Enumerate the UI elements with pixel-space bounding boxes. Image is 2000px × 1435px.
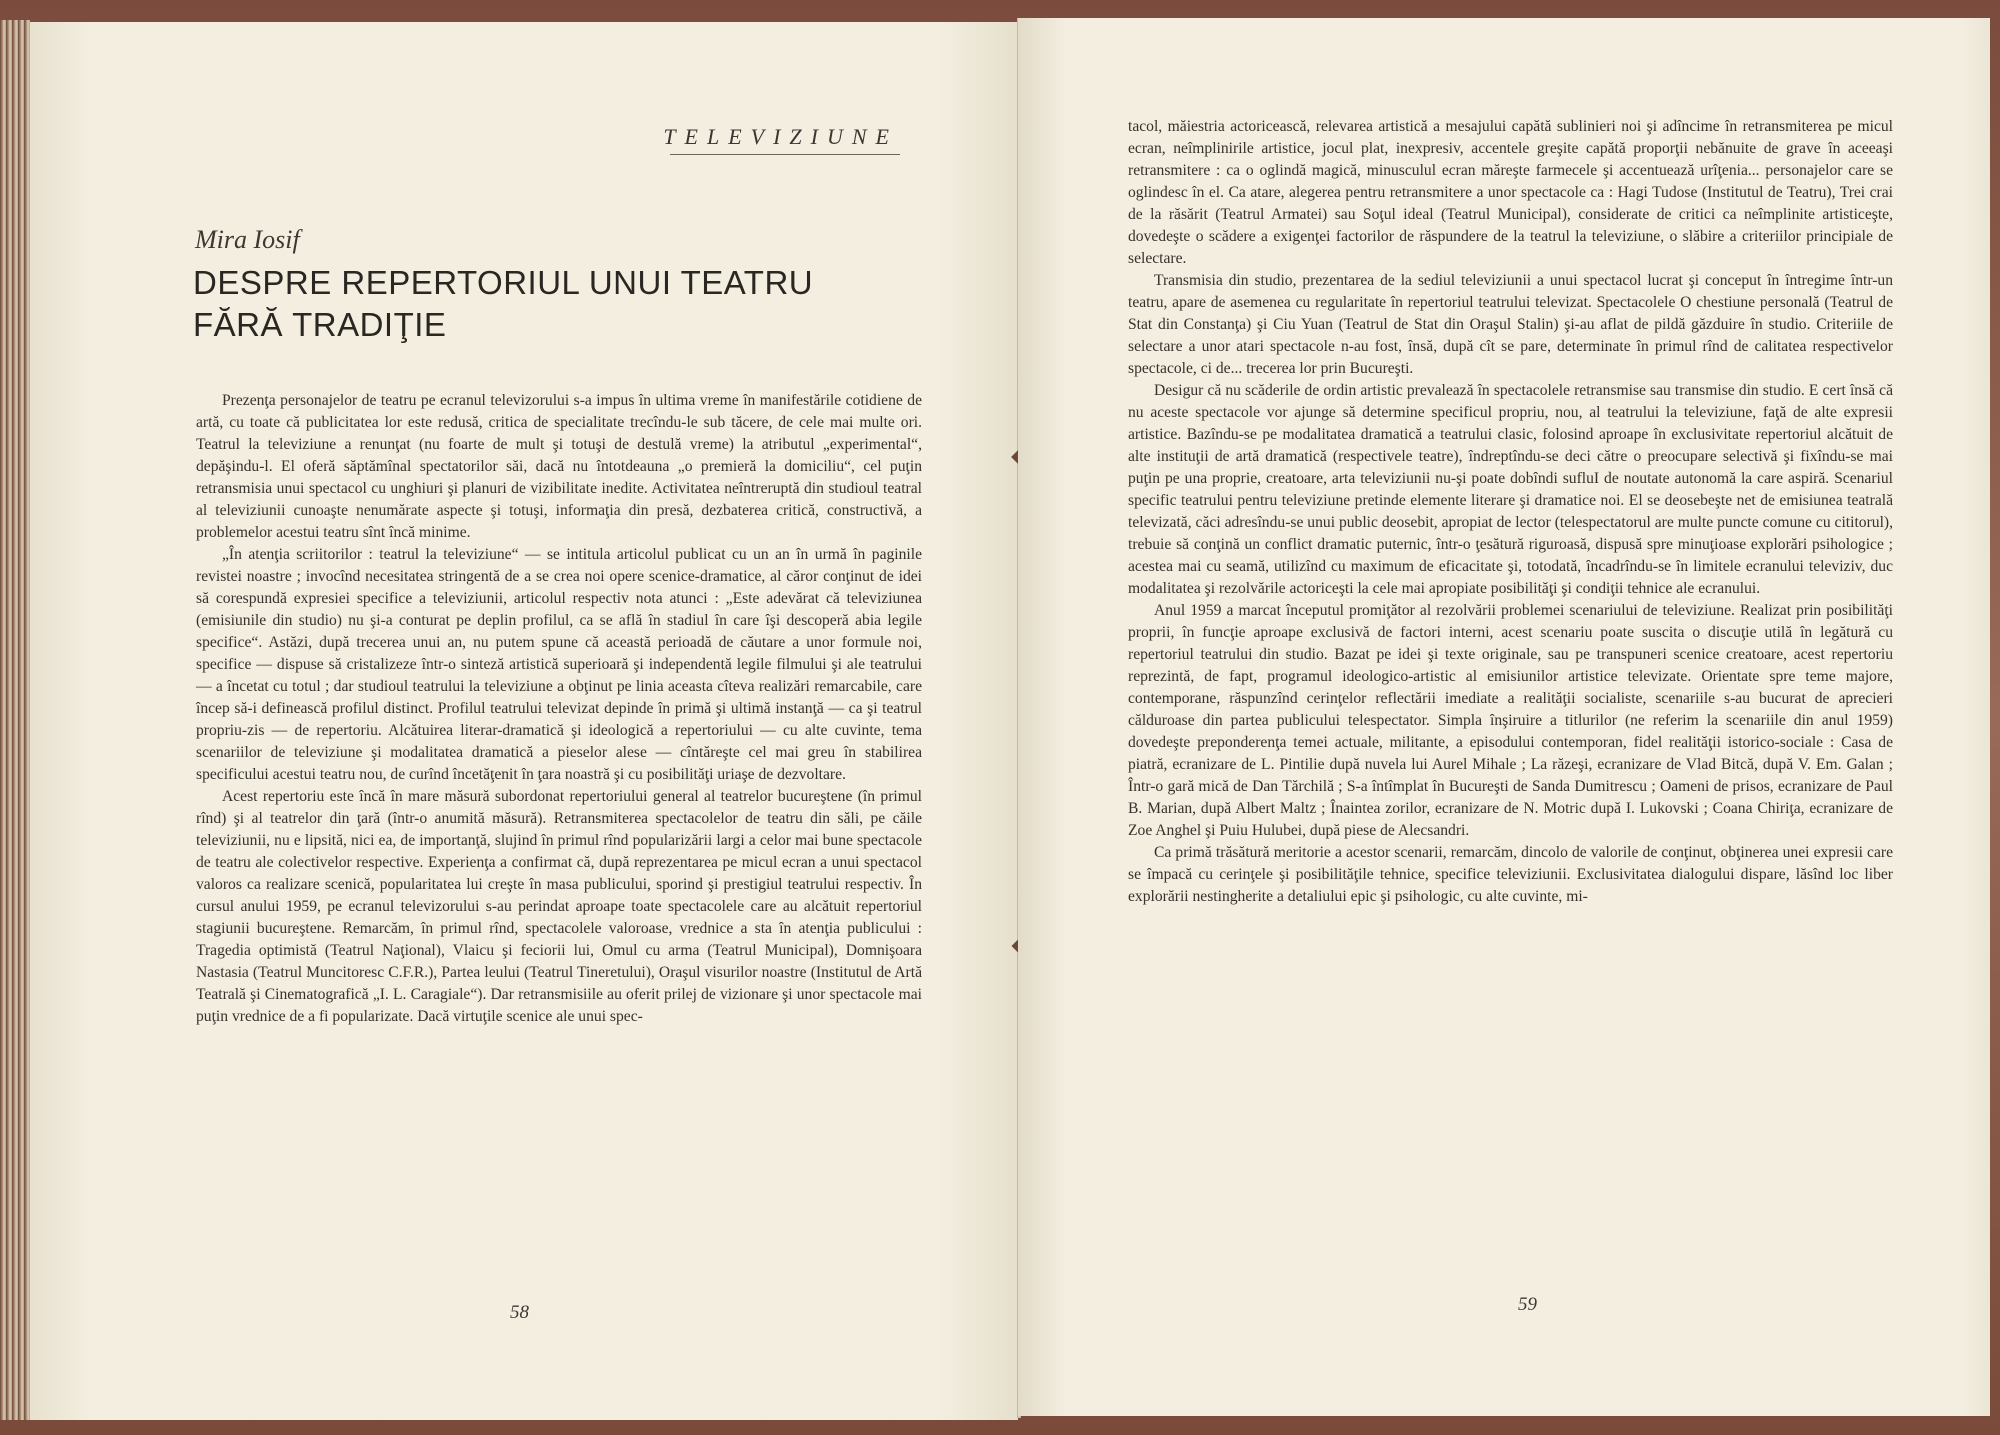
article-title [193,262,893,346]
page-edges [0,20,30,1420]
left-page [30,22,1018,1420]
paragraph: Desigur că nu scăderile de ordin artistic prevalează în spectacolele retransmise sau transmise din studio. E cert însă că nu aceste spectacole vor ajunge să determine specificul propriu, nou, al teatrului la televiziune, faţă de alte expresii artistice. Bazîndu-se pe modalitatea dramatică a teatrului clasic, folosind aproape în exclusivitate repertoriul alcătuit de alte instituţii de artă dramatică (respectivele teatre), îndreptîndu-se deci către o preocupare selectivă şi fixîndu-se mai puţin pe una proprie, creatoare, arta televiziunii nu-şi poate dobîndi sufluI de noutate autonomă la care aspiră. Scenariul specific teatrului pentru televiziune pretinde elemente literare şi dramatice noi. El se deosebeşte net de emisiunea teatrală televizată, căci adresîndu-se unui public deosebit, apropiat de lector (telespectatorul are multe puncte comune cu cititorul), trebuie să conţină un conflict dramatic puternic, într-o ţesătură riguroasă, dispusă spre minuţioase explorări psihologice ; acestea mai cu seamă, utilizînd cu maximum de eficacitate şi, totodată, încadrîndu-se în limitele ecranului televiziv, duc modalitatea şi rezolvările actoriceşti la cele mai apropiate posibilităţi şi condiţii tehnice ale ecranului. [1128,382,1893,597]
page-number-left: 58 [510,1302,529,1323]
section-header: TELEVIZIUNE [663,124,898,149]
section-header-rule [670,154,900,155]
left-body-text [196,390,922,1028]
article-title-line-2: FĂRĂ TRADIŢIE [193,306,447,343]
right-page [1018,18,1990,1416]
right-body-text [1128,116,1893,908]
article-title-line-1: DESPRE REPERTORIUL UNUI TEATRU [193,264,814,301]
article-author: Mira Iosif [195,225,300,254]
paragraph: Transmisia din studio, prezentarea de la sediul televiziunii a unui spectacol lucrat şi conceput în întregime într-un teatru, apare de asemenea cu regularitate în repertoriul teatrului televizat. Spectacolele O chestiune personală (Teatrul de Stat din Constanţa) şi Ciu Yuan (Teatrul de Stat din Oraşul Stalin) şi-au aflat de pildă găzduire în studio. Criteriile de selectare a unor atari spectacole n-au fost, însă, după cît se pare, determinate în primul rînd de calitatea respectivelor spectacole, ci de... trecerea lor prin Bucureşti. [1128,272,1893,377]
page-number-right: 59 [1518,1294,1537,1315]
paragraph: „În atenţia scriitorilor : teatrul la televiziune“ — se intitula articolul publicat cu un an în urmă în paginile revistei noastre ; invocînd necesitatea stringentă de a se crea noi opere scenice-dramatice, al căror conţinut de idei să corespundă expresiei specifice a televiziunii, articolul respectiv nota atunci : „Este adevărat că televiziunea (emisiunile din studio) nu şi-a conturat pe deplin profilul, ca se află în stadiul în care îşi descoperă abia legile specifice“. Astăzi, după trecerea unui an, nu putem spune că această perioadă de căutare a unor formule noi, specifice — dispuse să cristalizeze într-o sinteză artistică superioară şi independentă legile filmului şi ale teatrului — a încetat cu totul ; dar studioul teatrului la televiziune a obţinut pe linia aceasta cîteva realizări remarcabile, care încep să-i definească profilul distinct. Profilul teatrului televizat depinde în primă şi ultimă instanţă — ca şi teatrul propriu-zis — de repertoriu. Alcătuirea literar-dramatică şi ideologică a repertoriului — cu alte cuvinte, tema scenariilor de televiziune şi modalitatea dramatică a pieselor alese — cîntăreşte cel mai greu în stabilirea specificului acestui teatru nou, de curînd încetăţenit în ţara noastră şi cu posibilităţi uriaşe de dezvoltare. [196,546,922,783]
paragraph: Prezenţa personajelor de teatru pe ecranul televizorului s-a impus în ultima vreme în manifestările cotidiene de artă, cu toate că publicitatea lor este redusă, critica de specialitate trecîndu-le sub tăcere, de cele mai multe ori. Teatrul la televiziune a renunţat (nu foarte de mult şi totuşi de destulă vreme) la atributul „experimental“, depăşindu-l. El oferă săptămînal spectatorilor săi, dacă nu întotdeauna „o premieră la domiciliu“, cel puţin retransmisia unui spectacol cu unghiuri şi planuri de vizibilitate inedite. Activitatea neîntreruptă din studioul teatral al televiziunii cunoaşte nenumărate aspecte şi totuşi, informaţia din presă, dezbaterea critică, constructivă, a problemelor acestui teatru sînt încă minime. [196,392,922,541]
paragraph: Anul 1959 a marcat începutul promiţător al rezolvării problemei scenariului de televiziune. Realizat prin posibilităţi proprii, în funcţie aproape exclusivă de factori interni, acest scenariu poate suscita o discuţie utilă în legătură cu repertoriul teatrului din studio. Bazat pe idei şi texte originale, sau pe transpuneri scenice creatoare, acest repertoriu reprezintă, de fapt, programul ideologico-artistic al emisiunilor artistice televizate. Orientate spre teme majore, contemporane, răspunzînd cerinţelor reflectării imediate a realităţii socialiste, scenariile s-au bucurat de aprecieri călduroase din partea publicului telespectator. Simpla înşiruire a titlurilor (ne referim la scenariile din anul 1959) dovedeşte preponderenţa temei actuale, militante, a episodului contemporan, fidel realităţii istorico-sociale : Casa de piatră, ecranizare de L. Pintilie după nuvela lui Aurel Mihale ; La răzeşi, ecranizare de Vlad Bitcă, după V. Em. Galan ; Într-o gară mică de Dan Tărchilă ; S-a întîmplat în Bucureşti de Sanda Dumitrescu ; Oameni de prisos, ecranizare de Paul B. Marian, după Albert Maltz ; Înaintea zorilor, ecranizare de N. Motric după I. Lukovski ; Coana Chiriţa, ecranizare de Zoe Anghel şi Puiu Hulubei, după piese de Alecsandri. [1128,602,1893,839]
paragraph: Ca primă trăsătură meritorie a acestor scenarii, remarcăm, dincolo de valorile de conţinut, obţinerea unei expresii care se împacă cu cerinţele şi posibilităţile tehnice, specifice televiziunii. Exclusivitatea dialogului dispare, lăsînd loc liber explorării nestingherite a detaliului epic şi psihologic, cu alte cuvinte, mi- [1128,844,1893,905]
paragraph: Acest repertoriu este încă în mare măsură subordonat repertoriului general al teatrelor bucureştene (în primul rînd) şi al teatrelor din ţară (într-o anumită măsură). Retransmiterea spectacolelor de teatru din săli, pe căile televiziunii, nu e lipsită, nici ea, de importanţă, slujind în primul rînd popularizării largi a celor mai bune spectacole de teatru ale colectivelor respective. Experienţa a confirmat că, după reprezentarea pe micul ecran a unui spectacol valoros ca realizare scenică, popularitatea lui creşte în masa publicului, sporind şi prestigiul teatrului respectiv. În cursul anului 1959, pe ecranul televizorului s-au perindat aproape toate spectacolele care au alcătuit repertoriul stagiunii bucureştene. Remarcăm, în primul rînd, spectacolele valoroase, vrednice a sta în atenţia publicului : Tragedia optimistă (Teatrul Naţional), Vlaicu şi feciorii lui, Omul cu arma (Teatrul Municipal), Domnişoara Nastasia (Teatrul Muncitoresc C.F.R.), Partea leului (Teatrul Tineretului), Oraşul visurilor noastre (Institutul de Artă Teatrală şi Cinematografică „I. L. Caragiale“). Dar retransmisiile au oferit prilej de vizionare şi unor spectacole mai puţin vrednice de a fi popularizate. Dacă virtuţile scenice ale unui spec- [196,788,922,1025]
paragraph: tacol, măiestria actoricească, relevarea artistică a mesajului capătă sublinieri noi şi adîncime în retransmiterea pe micul ecran, neîmplinirile artistice, jocul plat, inexpresiv, accentele greşite capătă proporţii nebănuite de grave în aceeaşi retransmitere : ca o oglindă magică, minusculul ecran măreşte farmecele şi accentuează urîţenia... personajelor care se oglindesc în el. Ca atare, alegerea pentru retransmitere a unor spectacole ca : Hagi Tudose (Institutul de Teatru), Trei crai de la răsărit (Teatrul Armatei) sau Soţul ideal (Teatrul Municipal), considerate de critici ca neîmplinite artisticeşte, dovedeşte o scădere a exigenţei factorilor de răspundere de la teatrul la televiziune, o slăbire a criteriilor principiale de selectare. [1128,118,1893,267]
